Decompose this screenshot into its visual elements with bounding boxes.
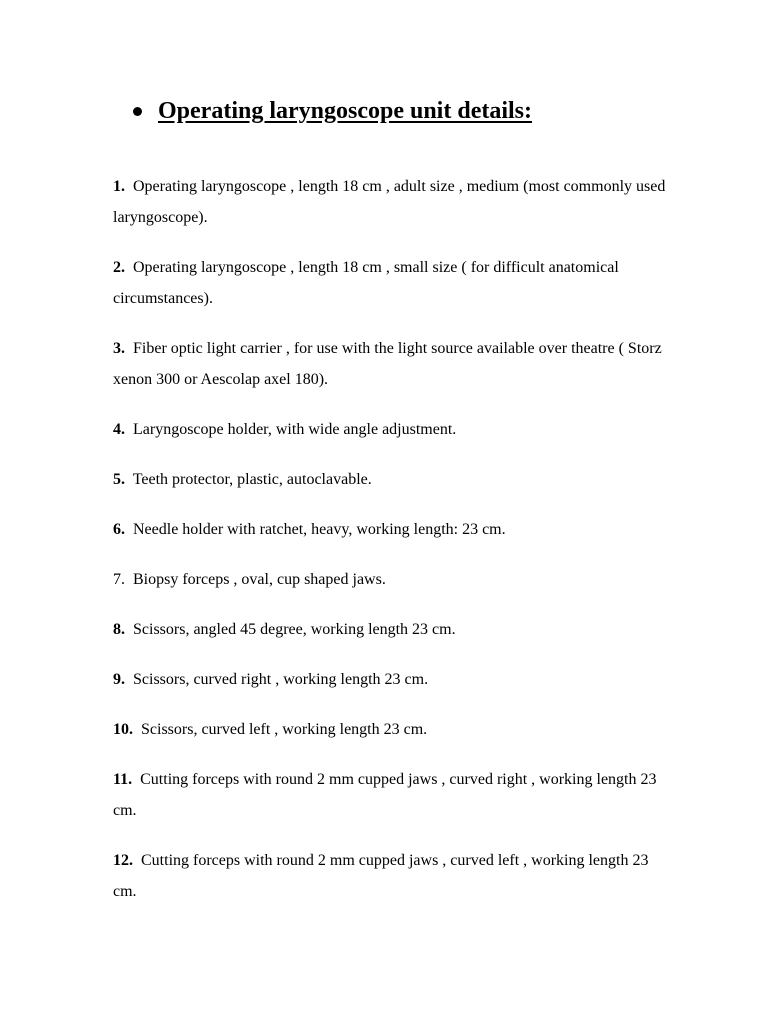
item-number: 12.	[113, 852, 133, 869]
list-item	[113, 614, 673, 645]
item-number: 3.	[113, 340, 125, 357]
item-number: 11.	[113, 771, 133, 788]
list-item	[113, 764, 673, 826]
list-item	[113, 514, 673, 545]
item-number: 10.	[113, 721, 133, 738]
item-number: 6.	[113, 521, 125, 538]
item-number: 7.	[113, 571, 125, 588]
item-text: Operating laryngoscope , length 18 cm , small size ( for difficult anatomical circumstances).	[113, 259, 619, 307]
list-item	[113, 714, 673, 745]
list-item	[113, 464, 673, 495]
list-item	[113, 252, 673, 314]
heading-row	[133, 94, 532, 128]
item-text: Scissors, curved left , working length 23 cm.	[141, 721, 428, 738]
item-number: 9.	[113, 671, 125, 688]
item-number: 4.	[113, 421, 125, 438]
list-item	[113, 664, 673, 695]
list-item	[113, 333, 673, 395]
item-list	[113, 171, 673, 907]
item-text: Teeth protector, plastic, autoclavable.	[132, 471, 372, 488]
item-text: Cutting forceps with round 2 mm cupped jaws , curved right , working length 23 cm.	[113, 771, 657, 819]
item-text: Scissors, angled 45 degree, working length 23 cm.	[133, 621, 456, 638]
list-item	[113, 171, 673, 233]
list-item	[113, 845, 673, 907]
item-number: 2.	[113, 259, 125, 276]
list-item	[113, 414, 673, 445]
item-text: Cutting forceps with round 2 mm cupped jaws , curved left , working length 23 cm.	[113, 852, 649, 900]
item-number: 8.	[113, 621, 125, 638]
item-text: Scissors, curved right , working length 23 cm.	[133, 671, 429, 688]
item-number: 5.	[113, 471, 125, 488]
item-text: Operating laryngoscope , length 18 cm , adult size , medium (most commonly used laryngoscope).	[113, 178, 666, 226]
item-number: 1.	[113, 178, 125, 195]
item-text: Biopsy forceps , oval, cup shaped jaws.	[133, 571, 386, 588]
document-heading: Operating laryngoscope unit details:	[158, 98, 533, 124]
item-text: Fiber optic light carrier , for use with the light source available over theatre ( Storz xenon 300 or Aescolap axel 180).	[113, 340, 662, 388]
item-text: Laryngoscope holder, with wide angle adjustment.	[133, 421, 457, 438]
list-item	[113, 564, 673, 595]
item-text: Needle holder with ratchet, heavy, working length: 23 cm.	[133, 521, 506, 538]
bullet-icon	[133, 107, 142, 116]
